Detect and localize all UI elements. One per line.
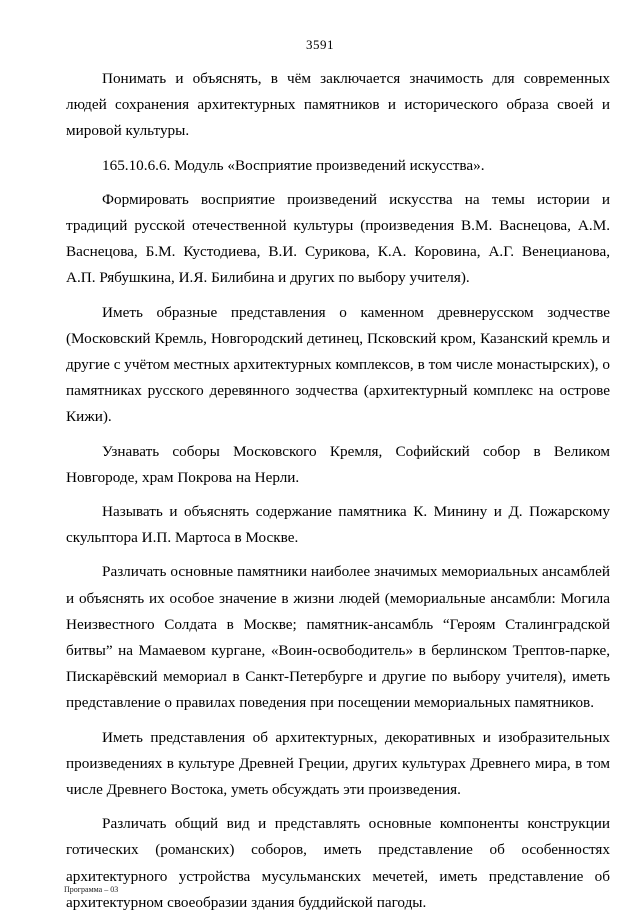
footer-program-label: Программа – 03 bbox=[64, 885, 119, 894]
paragraph-gothic-cathedrals: Различать общий вид и представлять основные компоненты конструкции готических (романских) соборов, иметь представление об особенностях архитектурного устройства мусульманских мечетей, иметь представление об архитектурном своеобразии здания буддийской пагоды. bbox=[66, 815, 610, 911]
document-body bbox=[66, 66, 610, 924]
paragraph-minin-monument: Называть и объяснять содержание памятника К. Минину и Д. Пожарскому скульптора И.П. Мартоса в Москве. bbox=[66, 503, 610, 547]
paragraph-cathedrals: Узнавать соборы Московского Кремля, Софийский собор в Великом Новгороде, храм Покрова на Нерли. bbox=[66, 442, 610, 486]
paragraph-ancient-greece: Иметь представления об архитектурных, декоративных и изобразительных произведениях в культуре Древней Греции, других культурах Древнего мира, в том числе Древнего Востока, уметь обсуждать эти произведения. bbox=[66, 728, 610, 799]
paragraph-perception: Формировать восприятие произведений искусства на темы истории и традиций русской отечественной культуры (произведения В.М. Васнецова, А.М. Васнецова, Б.М. Кустодиева, В.И. Сурикова, К.А. Коровина, А.Г. Венецианова, А.П. Рябушкина, И.Я. Билибина и других по выбору учителя). bbox=[66, 190, 610, 287]
paragraph-stone-architecture: Иметь образные представления о каменном древнерусском зодчестве (Московский Кремль, Новгородский детинец, Псковский кром, Казанский кремль и другие с учётом местных архитектурных комплексов, в том числе монастырских), о памятниках русского деревянного зодчества (архитектурный комплекс на острове Кижи). bbox=[66, 303, 610, 426]
page-number: 3591 bbox=[306, 37, 334, 52]
paragraph-significance: Понимать и объяснять, в чём заключается значимость для современных людей сохранения архитектурных памятников и исторического образа своей и мировой культуры. bbox=[66, 70, 610, 140]
paragraph-memorials: Различать основные памятники наиболее значимых мемориальных ансамблей и объяснять их особое значение в жизни людей (мемориальные ансамбли: Могила Неизвестного Солдата в Москве; памятник-ансамбль “Героям Сталинградской битвы” на Мамаевом кургане, «Воин-освободитель» в берлинском Трептов-парке, Пискарёвский мемориал в Санкт-Петербурге и другие по выбору учителя), иметь представление о правилах поведения при посещении мемориальных памятников. bbox=[66, 563, 610, 712]
section-heading-module: 165.10.6.6. Модуль «Восприятие произведений искусства». bbox=[102, 156, 485, 174]
